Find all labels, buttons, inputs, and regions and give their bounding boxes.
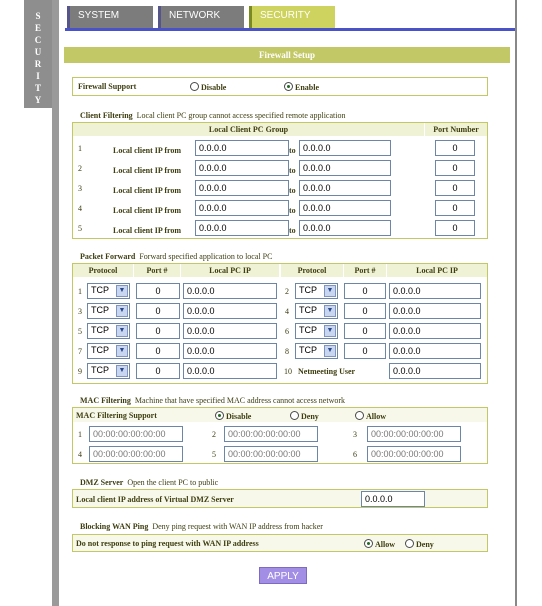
mac-deny-radio[interactable] bbox=[290, 411, 319, 421]
sidebar-letter: R bbox=[34, 59, 42, 69]
to-label: to bbox=[289, 226, 296, 235]
row-number: 9 bbox=[78, 367, 82, 376]
mac-allow-radio[interactable] bbox=[355, 411, 386, 421]
sidebar-divider bbox=[52, 0, 59, 606]
select-value: TCP bbox=[299, 325, 317, 335]
section-note: Local client PC group cannot access specified remote application bbox=[136, 111, 346, 120]
row-label: Local client IP from bbox=[113, 226, 182, 235]
dmz-ip-input[interactable]: 0.0.0.0 bbox=[361, 491, 425, 507]
chevron-down-icon: ▼ bbox=[324, 345, 336, 357]
select-value: TCP bbox=[91, 325, 109, 335]
port-input[interactable]: 0 bbox=[136, 303, 180, 319]
section-note: Deny ping request with WAN IP address from hacker bbox=[152, 522, 323, 531]
apply-button[interactable]: APPLY bbox=[259, 567, 307, 584]
radio-label: Enable bbox=[295, 83, 320, 92]
firewall-disable-radio[interactable] bbox=[190, 82, 226, 92]
sidebar-letter: U bbox=[34, 47, 42, 57]
chevron-down-icon: ▼ bbox=[116, 365, 128, 377]
ip-to-input[interactable]: 0.0.0.0 bbox=[299, 180, 391, 196]
ip-from-input[interactable]: 0.0.0.0 bbox=[195, 180, 289, 196]
section-title: DMZ Server bbox=[80, 478, 124, 487]
chevron-down-icon: ▼ bbox=[324, 285, 336, 297]
ip-from-input[interactable]: 0.0.0.0 bbox=[195, 140, 289, 156]
main-panel bbox=[59, 0, 517, 606]
section-title: Client Filtering bbox=[80, 111, 133, 120]
radio-icon bbox=[355, 411, 364, 420]
section-note: Forward specified application to local PC bbox=[139, 252, 273, 261]
radio-icon bbox=[215, 411, 224, 420]
port-input[interactable]: 0 bbox=[435, 220, 475, 236]
port-input[interactable]: 0 bbox=[136, 363, 180, 379]
row-number: 6 bbox=[353, 450, 357, 459]
tab-security[interactable]: SECURITY bbox=[249, 6, 335, 28]
mac-support-label: MAC Filtering Support bbox=[76, 411, 157, 420]
netmeeting-ip-input[interactable]: 0.0.0.0 bbox=[389, 363, 481, 379]
chevron-down-icon: ▼ bbox=[116, 325, 128, 337]
wan-ping-deny-radio[interactable] bbox=[405, 539, 434, 549]
sidebar-letters bbox=[24, 10, 52, 106]
row-number: 6 bbox=[285, 327, 289, 336]
tab-bar bbox=[67, 6, 340, 28]
row-number: 10 bbox=[284, 367, 292, 376]
port-input[interactable]: 0 bbox=[136, 323, 180, 339]
row-number: 4 bbox=[285, 307, 289, 316]
firewall-enable-radio[interactable] bbox=[284, 82, 319, 92]
row-number: 3 bbox=[78, 184, 82, 193]
mac-address-input[interactable]: 00:00:00:00:00:00 bbox=[89, 426, 183, 442]
radio-icon bbox=[190, 82, 199, 91]
radio-label: Deny bbox=[416, 540, 434, 549]
protocol-select[interactable] bbox=[295, 303, 338, 319]
col-port: Port # bbox=[134, 264, 180, 277]
select-value: TCP bbox=[299, 285, 317, 295]
row-number: 1 bbox=[78, 287, 82, 296]
ip-to-input[interactable]: 0.0.0.0 bbox=[299, 220, 391, 236]
radio-icon bbox=[290, 411, 299, 420]
wan-ping-field-label: Do not response to ping request with WAN IP address bbox=[76, 539, 259, 548]
local-ip-input[interactable]: 0.0.0.0 bbox=[183, 303, 277, 319]
chevron-down-icon: ▼ bbox=[116, 285, 128, 297]
row-number: 1 bbox=[78, 430, 82, 439]
page-title: Firewall Setup bbox=[64, 47, 510, 63]
protocol-select[interactable] bbox=[295, 283, 338, 299]
row-number: 2 bbox=[285, 287, 289, 296]
port-input[interactable]: 0 bbox=[344, 303, 386, 319]
dmz-heading bbox=[80, 478, 218, 487]
mac-filtering-heading bbox=[80, 396, 345, 405]
port-input[interactable]: 0 bbox=[344, 283, 386, 299]
row-number: 2 bbox=[78, 164, 82, 173]
row-number: 4 bbox=[78, 450, 82, 459]
wan-ping-heading bbox=[80, 522, 323, 531]
to-label: to bbox=[289, 146, 296, 155]
chevron-down-icon: ▼ bbox=[324, 325, 336, 337]
mac-address-input[interactable]: 00:00:00:00:00:00 bbox=[367, 426, 461, 442]
row-number: 3 bbox=[78, 307, 82, 316]
row-number: 7 bbox=[78, 347, 82, 356]
protocol-select[interactable] bbox=[87, 283, 130, 299]
radio-label: Disable bbox=[201, 83, 227, 92]
section-note: Open the client PC to public bbox=[127, 478, 219, 487]
select-value: TCP bbox=[299, 345, 317, 355]
col-local-pc-ip: Local PC IP bbox=[181, 264, 279, 277]
ip-to-input[interactable]: 0.0.0.0 bbox=[299, 140, 391, 156]
mac-address-input[interactable]: 00:00:00:00:00:00 bbox=[367, 446, 461, 462]
to-label: to bbox=[289, 166, 296, 175]
select-value: TCP bbox=[299, 305, 317, 315]
local-ip-input[interactable]: 0.0.0.0 bbox=[389, 343, 481, 359]
protocol-select[interactable] bbox=[87, 363, 130, 379]
protocol-select[interactable] bbox=[87, 323, 130, 339]
wan-ping-allow-radio[interactable] bbox=[364, 539, 395, 549]
ip-from-input[interactable]: 0.0.0.0 bbox=[195, 200, 289, 216]
tab-underline bbox=[65, 28, 515, 31]
mac-address-input[interactable]: 00:00:00:00:00:00 bbox=[89, 446, 183, 462]
sidebar-letter: T bbox=[34, 83, 41, 93]
select-value: TCP bbox=[91, 285, 109, 295]
radio-icon bbox=[284, 82, 293, 91]
chevron-down-icon: ▼ bbox=[116, 305, 128, 317]
port-input[interactable]: 0 bbox=[344, 343, 386, 359]
col-port-number: Port Number bbox=[425, 123, 487, 136]
port-input[interactable]: 0 bbox=[435, 180, 475, 196]
ip-to-input[interactable]: 0.0.0.0 bbox=[299, 200, 391, 216]
dmz-field-label: Local client IP address of Virtual DMZ Server bbox=[76, 495, 234, 504]
row-number: 3 bbox=[353, 430, 357, 439]
local-ip-input[interactable]: 0.0.0.0 bbox=[389, 303, 481, 319]
row-number: 4 bbox=[78, 204, 82, 213]
row-label: Local client IP from bbox=[113, 166, 182, 175]
select-value: TCP bbox=[91, 345, 109, 355]
protocol-select[interactable] bbox=[295, 343, 338, 359]
tab-system[interactable]: SYSTEM bbox=[67, 6, 153, 28]
local-ip-input[interactable]: 0.0.0.0 bbox=[183, 343, 277, 359]
section-note: Machine that have specified MAC address cannot access network bbox=[134, 396, 346, 405]
mac-address-input[interactable]: 00:00:00:00:00:00 bbox=[224, 446, 318, 462]
ip-from-input[interactable]: 0.0.0.0 bbox=[195, 160, 289, 176]
netmeeting-user-label: Netmeeting User bbox=[298, 367, 356, 376]
radio-label: Allow bbox=[375, 540, 395, 549]
section-title: MAC Filtering bbox=[80, 396, 131, 405]
row-number: 8 bbox=[285, 347, 289, 356]
security-sidebar bbox=[24, 0, 52, 108]
local-ip-input[interactable]: 0.0.0.0 bbox=[389, 283, 481, 299]
mac-disable-radio[interactable] bbox=[215, 411, 251, 421]
radio-icon bbox=[364, 539, 373, 548]
col-local-client-pc-group: Local Client PC Group bbox=[73, 123, 424, 136]
port-input[interactable]: 0 bbox=[136, 283, 180, 299]
port-input[interactable]: 0 bbox=[136, 343, 180, 359]
local-ip-input[interactable]: 0.0.0.0 bbox=[183, 323, 277, 339]
protocol-select[interactable] bbox=[87, 343, 130, 359]
col-local-pc-ip: Local PC IP bbox=[387, 264, 487, 277]
select-value: TCP bbox=[91, 305, 109, 315]
row-label: Local client IP from bbox=[113, 146, 182, 155]
sidebar-letter: C bbox=[34, 35, 42, 45]
section-title: Packet Forward bbox=[80, 252, 136, 261]
row-number: 5 bbox=[78, 224, 82, 233]
mac-address-input[interactable]: 00:00:00:00:00:00 bbox=[224, 426, 318, 442]
local-ip-input[interactable]: 0.0.0.0 bbox=[389, 323, 481, 339]
col-protocol: Protocol bbox=[281, 264, 343, 277]
firewall-support-label: Firewall Support bbox=[78, 82, 137, 91]
radio-label: Disable bbox=[226, 412, 252, 421]
sidebar-letter: I bbox=[36, 71, 40, 81]
chevron-down-icon: ▼ bbox=[324, 305, 336, 317]
ip-to-input[interactable]: 0.0.0.0 bbox=[299, 160, 391, 176]
row-number: 5 bbox=[78, 327, 82, 336]
protocol-select[interactable] bbox=[87, 303, 130, 319]
row-label: Local client IP from bbox=[113, 186, 182, 195]
sidebar-letter: E bbox=[34, 23, 41, 33]
sidebar-letter: Y bbox=[34, 95, 42, 105]
radio-label: Deny bbox=[301, 412, 319, 421]
tab-network[interactable]: NETWORK bbox=[158, 6, 244, 28]
radio-label: Allow bbox=[366, 412, 386, 421]
col-port: Port # bbox=[344, 264, 386, 277]
ip-from-input[interactable]: 0.0.0.0 bbox=[195, 220, 289, 236]
port-input[interactable]: 0 bbox=[435, 140, 475, 156]
section-title: Blocking WAN Ping bbox=[80, 522, 149, 531]
port-input[interactable]: 0 bbox=[344, 323, 386, 339]
row-number: 1 bbox=[78, 144, 82, 153]
local-ip-input[interactable]: 0.0.0.0 bbox=[183, 283, 277, 299]
chevron-down-icon: ▼ bbox=[116, 345, 128, 357]
row-label: Local client IP from bbox=[113, 206, 182, 215]
local-ip-input[interactable]: 0.0.0.0 bbox=[183, 363, 277, 379]
col-protocol: Protocol bbox=[73, 264, 133, 277]
sidebar-letter: S bbox=[35, 11, 41, 21]
port-input[interactable]: 0 bbox=[435, 200, 475, 216]
port-input[interactable]: 0 bbox=[435, 160, 475, 176]
packet-forward-heading bbox=[80, 252, 272, 261]
radio-icon bbox=[405, 539, 414, 548]
protocol-select[interactable] bbox=[295, 323, 338, 339]
select-value: TCP bbox=[91, 365, 109, 375]
client-filtering-heading bbox=[80, 111, 345, 120]
to-label: to bbox=[289, 186, 296, 195]
row-number: 2 bbox=[212, 430, 216, 439]
to-label: to bbox=[289, 206, 296, 215]
row-number: 5 bbox=[212, 450, 216, 459]
